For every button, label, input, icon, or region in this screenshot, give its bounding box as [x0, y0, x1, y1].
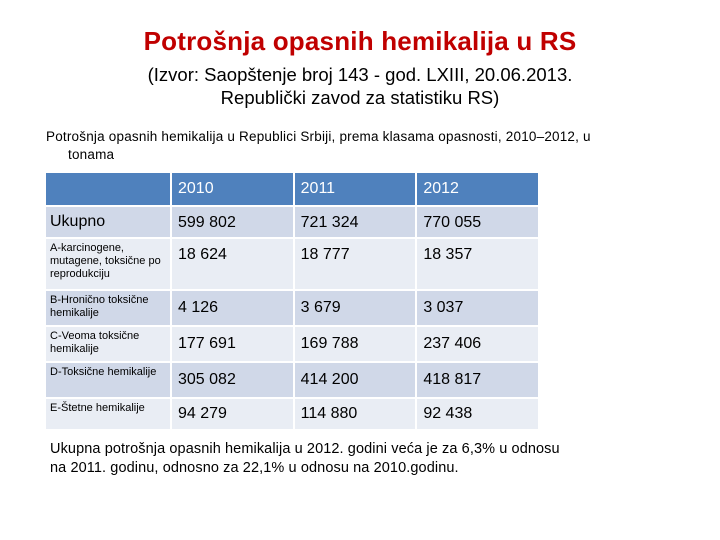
cell-value: 18 357	[417, 239, 538, 289]
cell-value: 721 324	[295, 207, 416, 237]
chemicals-table	[44, 171, 540, 431]
slide-title: Potrošnja opasnih hemikalija u RS	[143, 26, 577, 56]
cell-value: 94 279	[172, 399, 293, 429]
caption-line-2: tonama	[68, 147, 115, 162]
cell-value: 599 802	[172, 207, 293, 237]
table-row	[46, 327, 538, 361]
cell-value: 770 055	[417, 207, 538, 237]
cell-value: 305 082	[172, 363, 293, 397]
cell-value: 418 817	[417, 363, 538, 397]
table-row	[46, 239, 538, 289]
source-note	[0, 63, 720, 109]
header-cell-empty	[46, 173, 170, 205]
row-label: A-karcinogene, mutagene, toksične po reprodukciju	[46, 239, 170, 289]
source-line-1: (Izvor: Saopštenje broj 143 - god. LXIII, 20.06.2013.	[147, 64, 573, 85]
header-cell-2012: 2012	[417, 173, 538, 205]
row-label: D-Toksične hemikalije	[46, 363, 170, 397]
caption-line-1: Potrošnja opasnih hemikalija u Republici Srbiji, prema klasama opasnosti, 2010–2012, u	[46, 129, 591, 144]
header-cell-2010: 2010	[172, 173, 293, 205]
table-header-row	[46, 173, 538, 205]
cell-value: 237 406	[417, 327, 538, 361]
cell-value: 18 624	[172, 239, 293, 289]
header-cell-2011: 2011	[295, 173, 416, 205]
row-label: C-Veoma toksične hemikalije	[46, 327, 170, 361]
cell-value: 3 037	[417, 291, 538, 325]
row-label: B-Hronično toksične hemikalije	[46, 291, 170, 325]
table-row	[46, 399, 538, 429]
cell-value: 414 200	[295, 363, 416, 397]
table-row	[46, 363, 538, 397]
summary-note: Ukupna potrošnja opasnih hemikalija u 2012. godini veća je za 6,3% u odnosu na 2011. godinu, odnosno za 22,1% u odnosu na 2010.godinu.	[50, 441, 560, 476]
cell-value: 169 788	[295, 327, 416, 361]
table-caption	[46, 128, 706, 164]
cell-value: 18 777	[295, 239, 416, 289]
cell-value: 177 691	[172, 327, 293, 361]
table-row	[46, 291, 538, 325]
cell-value: 114 880	[295, 399, 416, 429]
cell-value: 4 126	[172, 291, 293, 325]
row-label: E-Štetne hemikalije	[46, 399, 170, 429]
table-row	[46, 207, 538, 237]
source-line-2: Republički zavod za statistiku RS)	[220, 87, 500, 108]
row-label: Ukupno	[46, 207, 170, 237]
cell-value: 92 438	[417, 399, 538, 429]
cell-value: 3 679	[295, 291, 416, 325]
